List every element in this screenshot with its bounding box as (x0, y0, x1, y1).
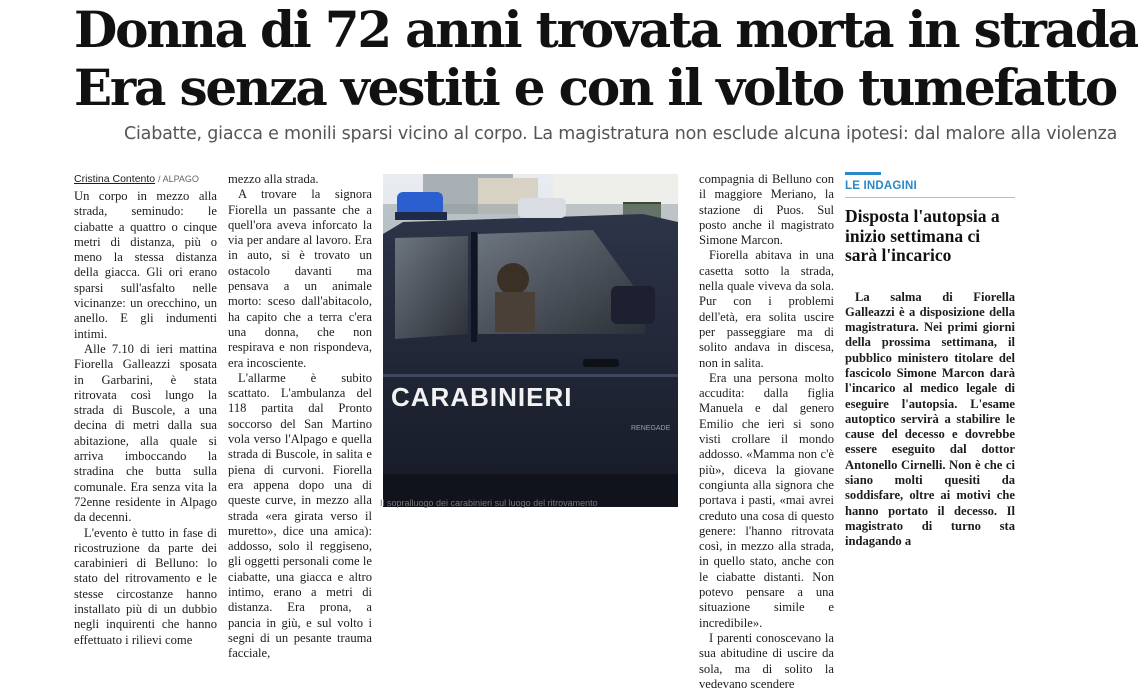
paragraph: L'allarme è subito scattato. L'ambulanza del 118 partita dal Pronto soccorso del San Martino vola verso l'Alpago e quella strada di Buscole, in salita e piena di curvoni. Fiorella era appena dopo una di queste curve, in mezzo alla strada «era girata verso il muretto», dice una amica): addosso, solo il reggiseno, gli oggetti personali come le ciabatte, una giacca e altro intimo, erano a metri di distanza. Era prona, a pancia in giù, e sul volto i segni di un pesante trauma facciale, (228, 370, 372, 661)
paragraph: Fiorella abitava in una casetta sotto la strada, nella quale viveva da sola. Pur con i problemi dell'età, era solita uscire per passeggiare ma di solito andava in discesa, non in salita. (699, 248, 834, 370)
photo-illustration (383, 174, 678, 507)
paragraph: A trovare la signora Fiorella un passante che a quell'ora aveva inforcato la via per andare al lavoro. Era in auto, si è trovato un ostacolo davanti ma pensava a un animale morto: sceso dall'abitacolo, ha capito che a terra c'era una donna, che non respirava e non rispondeva, era incosciente. (228, 187, 372, 370)
byline-author: Cristina Contento (74, 173, 156, 185)
article-column-1 (74, 172, 217, 647)
tag-accent-bar (845, 172, 881, 175)
paragraph: I parenti conoscevano la sua abitudine di uscire da sola, ma di solito la vedevano scendere (699, 630, 834, 691)
car-model-badge: RENEGADE (631, 425, 671, 432)
subtitle: Ciabatte, giacca e monili sparsi vicino al corpo. La magistratura non esclude alcuna ipotesi: dal malore alla violenza (124, 124, 1118, 144)
paragraph: Alle 7.10 di ieri mattina Fiorella Galleazzi sposata in Garbarini, è stata ritrovata così lungo la strada di Buscole, a una decina di metri dalla sua abitazione, alla quale si arriva imboccando la stradina che butta sulla comunale. Era senza vita la 72enne residente in Alpago da decenni. (74, 341, 217, 525)
paragraph: Un corpo in mezzo alla strada, seminudo: le ciabatte a quattro o cinque metri di distanza, più o meno la stessa distanza della giacca. Gli ori erano sparsi sull'asfalto nelle vicinanze: un orecchino, un anello. E gli indumenti intimi. (74, 189, 217, 341)
headline-line-2: Era senza vestiti e con il volto tumefatto (74, 58, 1116, 117)
paragraph: compagnia di Belluno con il maggiore Meriano, la stazione di Puos. Sul posto anche il magistrato Simone Marcon. (699, 172, 834, 248)
headline-line-1: Donna di 72 anni trovata morta in strada (74, 0, 1138, 59)
article-column-4 (699, 172, 834, 691)
photo-caption: Il sopralluogo dei carabinieri sul luogo del ritrovamento (380, 498, 598, 508)
sidebar-title: Disposta l'autopsia a inizio settimana ci sarà l'incarico (845, 206, 1000, 265)
paragraph: mezzo alla strada. (228, 172, 319, 186)
byline: Cristina Contento / ALPAGO (74, 173, 199, 185)
byline-location: ALPAGO (162, 174, 199, 184)
sidebar-box (845, 172, 1015, 550)
sidebar-body: La salma di Fiorella Galleazzi è a disposizione della magistratura. Nei primi giorni della prossima settimana, il pubblico ministero titolare del fascicolo Simone Marcon darà l'incarico al medico legale di eseguire l'autopsia. L'esame autoptico servirà a stabilire le cause del decesso e dovrebbe essere eseguito dal dottor Antonello Cirnelli. Non è che ci siano molti quesiti da soddisfare, oltre ai motivi che hanno portato il decesso. Il magistrato di turno sta indagando a (845, 289, 1015, 549)
divider (845, 197, 1015, 198)
paragraph: L'evento è tutto in fase di ricostruzione da parte dei carabinieri di Belluno: lo stato del ritrovamento e le stesse circostanze hanno installato più di un dubbio negli inquirenti che hanno effettuato i rilievi come (74, 525, 217, 647)
paragraph: Era una persona molto accudita: dalla figlia Manuela e dal genero Emilio che ieri si sono visti crollare il mondo addosso. «Mamma non c'è più», diceva la giovane congiunta alla signora che portava i pasti, «mai avrei creduto una cosa di questo genere: l'hanno ritrovata così, in mezzo alla strada, in quello stato, anche con le ciabatte distanti. Non potevo pensare a una situazione simile e incredibile». (699, 370, 834, 630)
car-side-text: CARABINIERI (391, 382, 573, 412)
carabinieri-car-photo (383, 174, 678, 507)
article-column-2 (228, 172, 372, 661)
sidebar-tag: LE INDAGINI (845, 180, 917, 192)
